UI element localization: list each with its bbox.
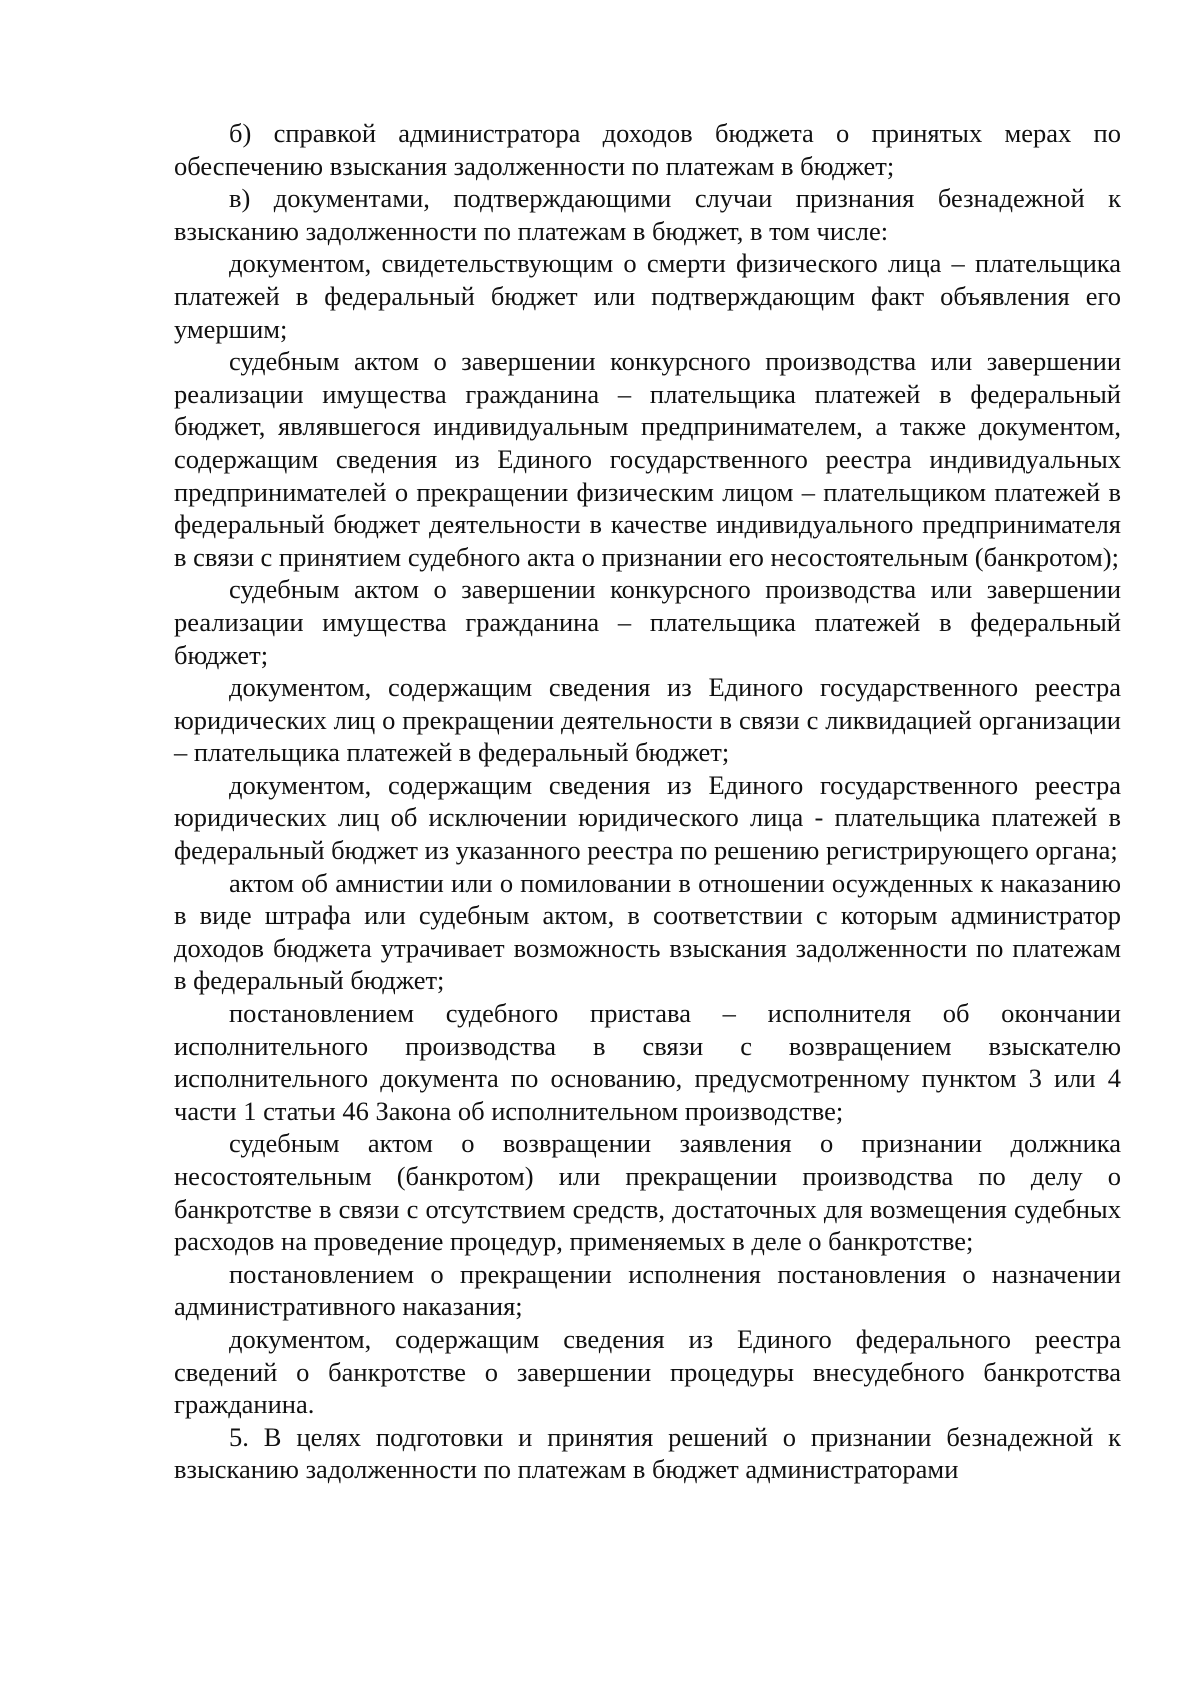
paragraph-termination-penalty: постановлением о прекращении исполнения постановления о назначении административного наказания; <box>174 1258 1121 1322</box>
paragraph-bailiff-resolution: постановлением судебного пристава – исполнителя об окончании исполнительного производства в связи с возвращением взыскателю исполнительного документа по основанию, предусмотренному пунктом 3 или 4 части 1 статьи 46 Закона об исполнительном производстве; <box>174 998 1121 1126</box>
paragraph-bankruptcy-citizen: судебным актом о завершении конкурсного производства или завершении реализации имущества гражданина – плательщика платежей в федеральный бюджет; <box>174 574 1121 670</box>
paragraph-death-document: документом, свидетельствующим о смерти физического лица – плательщика платежей в федеральный бюджет или подтверждающим факт объявления его умершим; <box>174 248 1121 344</box>
document-body <box>174 117 1121 1486</box>
paragraph-liquidation: документом, содержащим сведения из Единого государственного реестра юридических лиц о прекращении деятельности в связи с ликвидацией организации – плательщика платежей в федеральный бюджет; <box>174 672 1121 768</box>
paragraph-b-certificate: б) справкой администратора доходов бюджета о принятых мерах по обеспечению взыскания задолженности по платежам в бюджет; <box>174 118 1121 181</box>
paragraph-bankruptcy-return: судебным актом о возвращении заявления о признании должника несостоятельным (банкротом) или прекращении производства по делу о банкротстве в связи с отсутствием средств, достаточных для возмещения судебных расходов на проведение процедур, применяемых в деле о банкротстве; <box>174 1128 1121 1257</box>
paragraph-amnesty: актом об амнистии или о помиловании в отношении осужденных к наказанию в виде штрафа или судебным актом, в соответствии с которым администратор доходов бюджета утрачивает возможность взыскания задолженности по платежам в федеральный бюджет; <box>174 867 1121 996</box>
paragraph-extrajudicial-bankruptcy: документом, содержащим сведения из Единого федерального реестра сведений о банкротстве о завершении процедуры внесудебного банкротства гражданина. <box>174 1323 1121 1420</box>
paragraph-bankruptcy-entrepreneur: судебным актом о завершении конкурсного производства или завершении реализации имущества гражданина – плательщика платежей в федеральный бюджет, являвшегося индивидуальным предпринимателем, а также документом, содержащим сведения из Единого государственного реестра индивидуальных предпринимателей о прекращении физическим лицом – плательщиком платежей в федеральный бюджет деятельности в качестве индивидуального предпринимателя в связи с принятием судебного акта о признании его несостоятельным (банкротом); <box>174 346 1121 572</box>
paragraph-registry-exclusion: документом, содержащим сведения из Единого государственного реестра юридических лиц об исключении юридического лица - плательщика платежей в федеральный бюджет из указанного реестра по решению регистрирующего органа; <box>174 769 1121 866</box>
paragraph-v-documents: в) документами, подтверждающими случаи признания безнадежной к взысканию задолженности по платежам в бюджет, в том числе: <box>174 183 1121 246</box>
paragraph-item-5: 5. В целях подготовки и принятия решений о признании безнадежной к взысканию задолженности по платежам в бюджет администраторами <box>174 1421 1121 1485</box>
